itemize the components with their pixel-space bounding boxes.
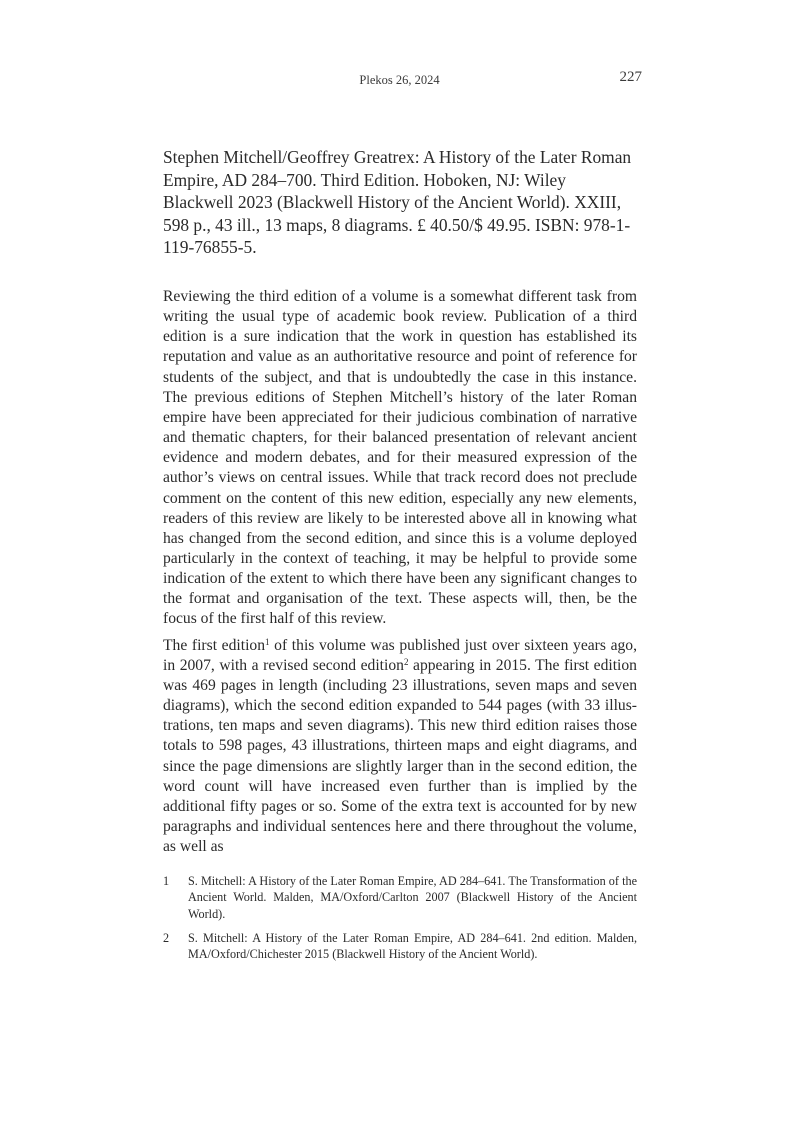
footnote-number: 1 [163,874,170,889]
footnote-reference-2[interactable]: 2 [403,656,409,667]
body-paragraph-1: Reviewing the third edition of a volume is a somewhat different task from writing the usual type of academic book review. Publication of a third edition is a sure indication that the work in question has established its reputation and value as an authoritative resource and point of reference for students of the subject, and that is undoubtedly the case in this instance. The previous editions of Stephen Mitchell’s history of the later Roman empire have been appreciated for their judicious combination of narrative and thematic chapters, for their balanced presentation of relevant ancient evidence and modern debates, and for their measured expression of the author’s views on central issues. While that track record does not preclude comment on the content of this new edition, especially any new elements, readers of this review are likely to be interested above all in knowing what has changed from the second edition, and since this is a volume deployed particularly in the context of teaching, it may be helpful to provide some indication of the extent to which there have been any significant changes to the format and organisation of the text. These aspects will, then, be the focus of the first half of this review. [163,287,637,628]
paragraph-2-text-1: The first edition [163,636,265,654]
paragraph-2-text-2: of this volume was published just over sixteen years ago, in 2007, with a revised second edition [163,636,638,674]
footnote-number: 2 [163,930,170,945]
body-paragraph-2 [163,636,637,858]
book-citation: Stephen Mitchell/Geoffrey Greatrex: A History of the Later Roman Empire, AD 284–700. Third Edition. Hoboken, NJ: Wiley Blackwell 2023 (Blackwell History of the Ancient World). XXIII, 598 p., 43 ill., 13 maps, 8 diagrams. £ 40.50/$ 49.95. ISBN: 978-1-119-76855-5. [163,147,632,258]
footnote-text: S. Mitchell: A History of the Later Roman Empire, AD 284–641. The Transformation of the Ancient World. Malden, MA/Oxford/Carlton 2007 (Blackwell History of the Ancient World). [188,874,637,921]
page-number: 227 [619,69,642,85]
footnote [163,873,637,921]
footnotes [163,873,637,961]
running-head: Plekos 26, 2024 [359,73,440,87]
footnote [163,930,637,962]
footnote-text: S. Mitchell: A History of the Later Roman Empire, AD 284–641. 2nd edition. Malden, MA/Oxford/Chichester 2015 (Blackwell History of the Ancient World). [188,930,637,961]
paragraph-2-text-3: appearing in 2015. The first edition was 469 pages in length (including 23 illustrations, seven maps and seven diagrams), which the second edition expanded to 544 pages (with 33 illustrations, ten maps and seven diagrams). This new third edition raises those totals to 598 pages, 43 illustrations, thirteen maps and eight diagrams, and since the page dimensions are slightly larger than in the second edition, the word count will have increased even further than is implied by the additional fifty pages or so. Some of the extra text is accounted for by new paragraphs and individual sentences here and there throughout the volume, as well as [163,656,637,856]
footnote-reference-1[interactable]: 1 [265,636,270,647]
article-body [163,146,637,970]
